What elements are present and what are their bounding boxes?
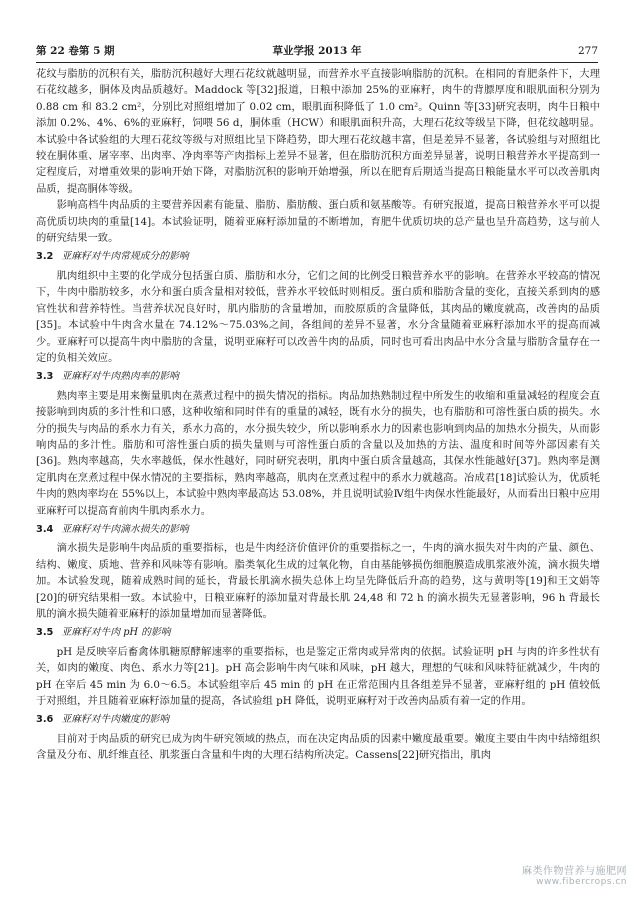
section-heading-3-5 bbox=[36, 625, 600, 641]
page-number: 277 bbox=[577, 45, 598, 57]
section-title: 亚麻籽对牛肉嫩度的影响 bbox=[61, 714, 170, 726]
section-heading-3-3 bbox=[36, 369, 600, 385]
watermark-url: www.fibercrops.cn bbox=[536, 877, 627, 887]
section-heading-3-2 bbox=[36, 249, 600, 265]
paragraph: 目前对于肉品质的研究已成为肉牛研究领域的热点，而在决定肉品质的因素中嫩度最重要。嫩度主要由牛肉中结缔组织含量及分布、肌纤维直径、肌浆蛋白含量和牛肉的大理石结构所决定。Cassens[22]研究指出，肌肉 bbox=[36, 732, 600, 762]
journal-title: 草业学报 2013 年 bbox=[272, 45, 362, 57]
section-heading-3-6 bbox=[36, 712, 600, 728]
section-title: 亚麻籽对牛肉熟肉率的影响 bbox=[61, 371, 179, 383]
section-title: 亚麻籽对牛肉滴水损失的影响 bbox=[61, 523, 189, 535]
section-title: 亚麻籽对牛肉 pH 的影响 bbox=[61, 627, 171, 639]
article-body bbox=[36, 66, 600, 764]
section-number: 3.2 bbox=[36, 251, 54, 263]
section-heading-3-4 bbox=[36, 522, 600, 538]
watermark bbox=[522, 862, 627, 887]
paragraph: 熟肉率主要是用来衡量肌肉在蒸煮过程中的损失情况的指标。肉品加热熟制过程中所发生的收缩和重量减轻的程度会直接影响到肉质的多汁性和口感，这种收缩和同时伴有的重量的减轻，既有水分的损失，也有脂肪和可溶性蛋白质的损失。水分的损失与肉品的系水力有关，系水力高的，水分损失较少，所以影响系水力的因素也影响到肉品的加热水分损失，从而影响肉品的多汁性。脂肪和可溶性蛋白质的损失量则与可溶性蛋白质的含量以及加热的方法、温度和时间等外部因素有关[36]。熟肉率越高，失水率越低，保水性越好，同时研究表明，肌肉中蛋白质含量越高，其保水性能越好[37]。熟肉率是测定肌肉在烹煮过程中保水情况的主要指标，熟肉率越高，肌肉在烹煮过程中的系水力就越高。冶成君[18]试验认为，优质牦牛肉的熟肉率均在 55%以上，本试验中熟肉率最高达 53.08%，并且说明试验Ⅳ组牛肉保水性能最好，从而看出日粮中应用亚麻籽可以提高育前肉牛肌肉系水力。 bbox=[36, 389, 600, 517]
watermark-site-name: 麻类作物营养与施肥网 bbox=[522, 866, 627, 877]
section-number: 3.5 bbox=[36, 627, 54, 639]
section-title: 亚麻籽对牛肉常规成分的影响 bbox=[61, 251, 189, 263]
paragraph: 花纹与脂肪的沉积有关，脂肪沉积越好大理石花纹就越明显，而营养水平直接影响脂肪的沉积。在相同的育肥条件下，大理石花纹越多，胴体及肉品质越好。Maddock 等[32]报道，日粮中添加 25%的亚麻籽，肉牛的背膘厚度和眼肌面积分别为 0.88 cm 和 83.2 cm²，分别比对照组增加了 0.02 cm，眼肌面积降低了 1.0 cm²。Quinn 等[33]研究表明，肉牛日粮中添加 0.2%、4%、6%的亚麻籽，饲喂 56 d，胴体重（HCW）和眼肌面积升高，大理石花纹等级呈下降，但花纹越明显。本试验中各试验组的大理石花纹等级与对照组比呈下降趋势，即大理石花纹越丰富，但是差异不显著，各试验组与对照组比较在胴体重、屠宰率、出肉率、净肉率等产肉指标上差异不显著，但在脂肪沉积方面差异显著，说明日粮营养水平提高到一定程度后，对增重效果的影响开始下降，对脂肪沉积的影响开始增强，所以在肥育后期适当提高日粮能量水平可以改善肌肉品质，提高胴体等级。 bbox=[36, 68, 600, 195]
running-header bbox=[36, 43, 598, 59]
paragraph: 肌肉组织中主要的化学成分包括蛋白质、脂肪和水分，它们之间的比例受日粮营养水平的影响。在营养水平较高的情况下，牛肉中脂肪较多，水分和蛋白质含量相对较低，营养水平较低时则相反。蛋白质和脂肪含量的变化，直接关系到肉的感官性状和营养特性。当营养状况良好时，肌内脂肪的含量增加，而胶原质的含量降低，其肉品的嫩度就高，改善肉的品质[35]。本试验中牛肉含水量在 74.12%～75.03%之间，各组间的差异不显著，水分含量随着亚麻籽添加水平的提高而减少。亚麻籽可以提高牛肉中脂肪的含量，说明亚麻籽可以改善牛肉的品质，同时也可看出肉品中水分含量与脂肪含量存在一定的负相关效应。 bbox=[36, 269, 600, 364]
header-divider bbox=[36, 62, 598, 63]
section-number: 3.3 bbox=[36, 371, 54, 383]
paragraph: pH 是反映宰后畜禽体肌糖原酵解速率的重要指标，也是鉴定正常肉或异常肉的依据。试验证明 pH 与肉的许多性状有关，如肉的嫩度、肉色、系水力等[21]。pH 高会影响牛肉气味和风味，pH 越大，理想的气味和风味特征就减少，牛肉的 pH 在宰后 45 min 为 6.0～6.5。本试验组宰后 45 min 的 pH 在正常范围内且各组差异不显著，亚麻籽组的 pH 值较低于对照组，并且随着亚麻籽添加量的提高，各试验组 pH 降低，说明亚麻籽对于改善肉品质有着一定的作用。 bbox=[36, 645, 600, 708]
paragraph: 影响高档牛肉品质的主要营养因素有能量、脂肪、脂肪酸、蛋白质和氨基酸等。有研究报道，提高日粮营养水平可以提高优质切块肉的重量[14]。本试验证明，随着亚麻籽添加量的不断增加，育肥牛优质切块的总产量也呈升高趋势，这与前人的研究结果一致。 bbox=[36, 199, 600, 245]
paragraph: 滴水损失是影响牛肉品质的重要指标，也是牛肉经济价值评价的重要指标之一，牛肉的滴水损失对牛肉的产量、颜色、结构、嫩度、质地、营养和风味等有影响。脂类氧化生成的过氧化物，自由基能够损伤细胞膜造成肌浆液外流，滴水损失增加。本试验发现，随着成熟时间的延长，背最长肌滴水损失总体上均呈先降低后升高的趋势，这与黄明等[19]和王文娟等[20]的研究结果相一致。本试验中，日粮亚麻籽的添加量对背最长肌 24,48 和 72 h 的滴水损失无显著影响，96 h 背最长肌的滴水损失随着亚麻籽的添加量增加而显著降低。 bbox=[36, 542, 600, 620]
section-number: 3.4 bbox=[36, 523, 54, 535]
issue-label: 第 22 卷第 5 期 bbox=[36, 45, 115, 57]
section-number: 3.6 bbox=[36, 714, 54, 726]
